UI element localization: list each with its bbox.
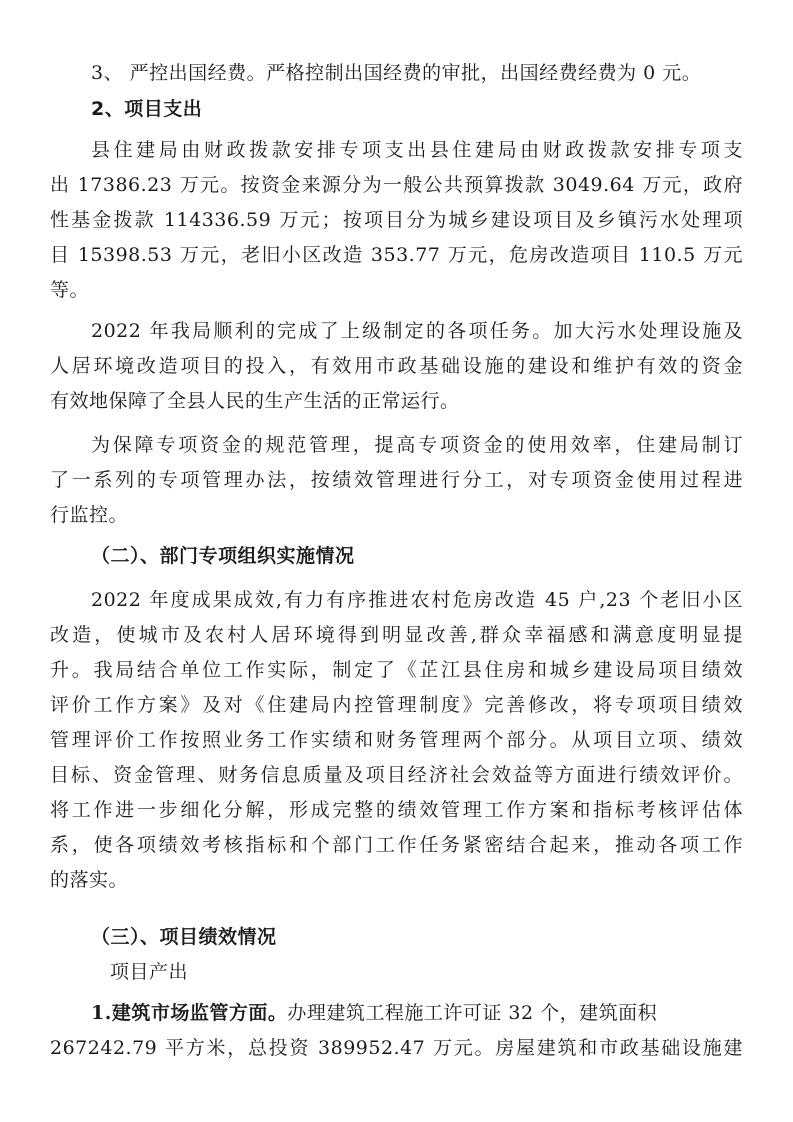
section-heading: （三）、项目绩效情况 — [91, 926, 277, 948]
subsection-label: 项目产出 — [110, 961, 189, 983]
text-line: 了一系列的专项管理办法，按绩效管理进行分工，对专项资金使用过程进 — [50, 469, 743, 491]
text-line: 管理评价工作按照业务工作实绩和财务管理两个部分。从项目立项、绩效 — [50, 729, 743, 751]
text-line: 改造，使城市及农村人居环境得到明显改善,群众幸福感和满意度明显提 — [50, 624, 743, 646]
section-heading: （二）、部门专项组织实施情况 — [91, 545, 355, 567]
text-line: 人居环境改造项目的投入，有效用市政基础设施的建设和维护有效的资金 — [50, 355, 743, 377]
text-line: 为保障专项资金的规范管理，提高专项资金的使用效率，住建局制订 — [91, 434, 743, 456]
text-line: 出 17386.23 万元。按资金来源分为一般公共预算拨款 3049.64 万元，政府 — [50, 174, 743, 196]
section-heading: 2、项目支出 — [91, 98, 203, 120]
text-line: 性基金拨款 114336.59 万元；按项目分为城乡建设项目及乡镇污水处理项 — [50, 209, 743, 231]
text-line: 2022 年度成果成效,有力有序推进农村危房改造 45 户,23 个老旧小区 — [91, 589, 743, 611]
text-line: 目 15398.53 万元，老旧小区改造 353.77 万元，危房改造项目 110.5 万元 — [50, 244, 743, 266]
bold-lead: 1.建筑市场监管方面。 — [91, 1002, 288, 1024]
text-line: 目标、资金管理、财务信息质量及项目经济社会效益等方面进行绩效评价。 — [50, 764, 743, 786]
text-line-mixed — [91, 1000, 743, 1026]
text-line: 升。我局结合单位工作实际，制定了《芷江县住房和城乡建设局项目绩效 — [50, 659, 743, 681]
text-line: 267242.79 平方米，总投资 389952.47 万元。房屋建筑和市政基础设施建 — [50, 1037, 743, 1059]
text-line: 等。 — [50, 279, 90, 301]
text-line: 有效地保障了全县人民的生产生活的正常运行。 — [50, 390, 460, 412]
text-line: 评价工作方案》及对《住建局内控管理制度》完善修改，将专项项目绩效 — [50, 694, 743, 716]
text-line: 2022 年我局顺利的完成了上级制定的各项任务。加大污水处理设施及 — [91, 320, 743, 342]
text-line: 县住建局由财政拨款安排专项支出县住建局由财政拨款安排专项支 — [91, 139, 743, 161]
text-line: 系，使各项绩效考核指标和个部门工作任务紧密结合起来，推动各项工作 — [50, 834, 743, 856]
text-line: 行监控。 — [50, 504, 129, 526]
text-line: 将工作进一步细化分解，形成完整的绩效管理工作方案和指标考核评估体 — [50, 799, 743, 821]
text-line: 3、 严控出国经费。严格控制出国经费的审批，出国经费经费为 0 元。 — [91, 62, 702, 84]
text-line: 的落实。 — [50, 869, 129, 891]
text-run: 办理建筑工程施工许可证 32 个，建筑面积 — [287, 1002, 658, 1024]
